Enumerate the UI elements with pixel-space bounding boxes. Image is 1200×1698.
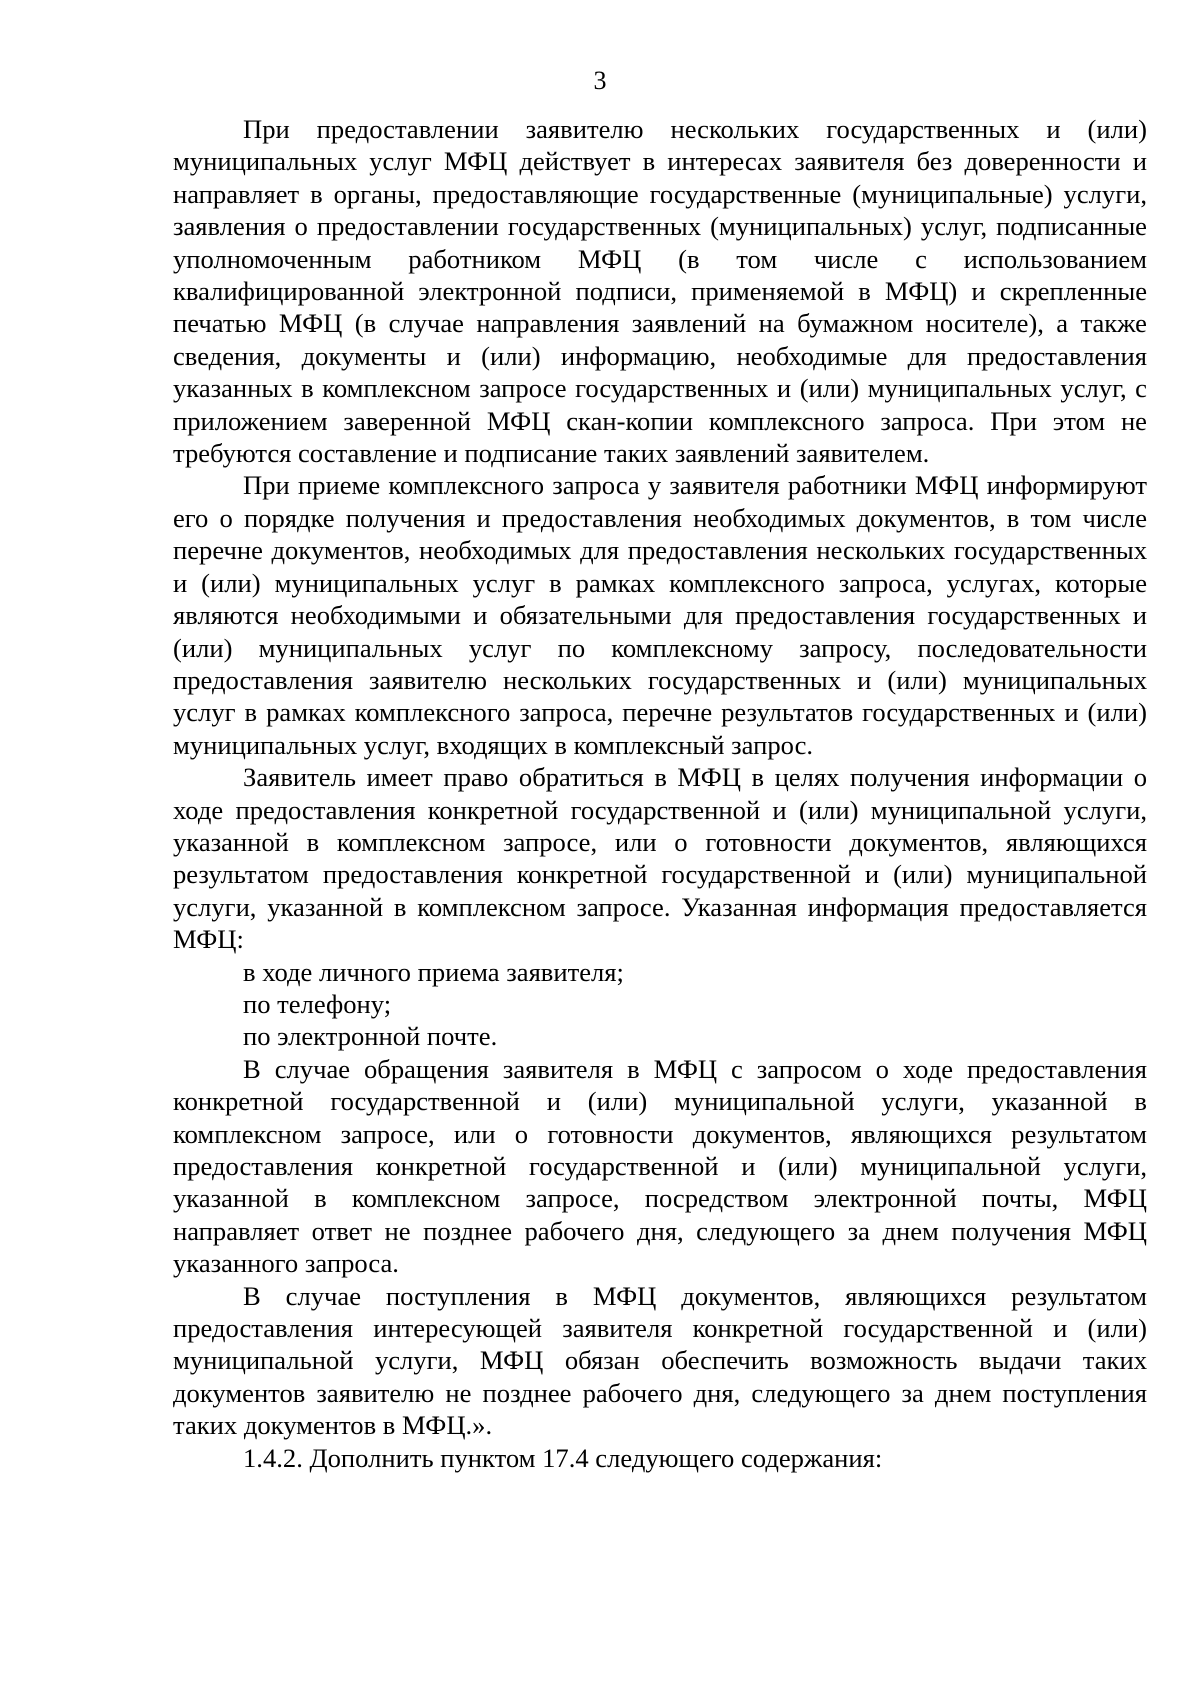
paragraph-document-issuance: В случае поступления в МФЦ документов, являющихся результатом предоставления интересующей заявителя конкретной государственной и (или) муниципальной услуги, МФЦ обязан обеспечить возможность выдачи таких документов заявителю не позднее рабочего дня, следующего за днем поступления таких документов в МФЦ.». [173,1280,1147,1441]
paragraph-amendment-17-4: 1.4.2. Дополнить пунктом 17.4 следующего содержания: [243,1442,883,1473]
page-number: 3 [593,66,607,95]
paragraph-mfc-submission: При предоставлении заявителю нескольких государственных и (или) муниципальных услуг МФЦ действует в интересах заявителя без доверенности и направляет в органы, предоставляющие государственные (муниципальные) услуги, заявления о предоставлении государственных (муниципальных) услуг, подписанные уполномоченным работником МФЦ (в том числе с использованием квалифицированной электронной подписи, применяемой в МФЦ) и скрепленные печатью МФЦ (в случае направления заявлений на бумажном носителе), а также сведения, документы и (или) информацию, необходимые для предоставления указанных в комплексном запросе государственных и (или) муниципальных услуг, с приложением заверенной МФЦ скан-копии комплексного запроса. При этом не требуются составление и подписание таких заявлений заявителем. [173,114,1147,469]
paragraph-complex-request-info: При приеме комплексного запроса у заявителя работники МФЦ информируют его о порядке получения и предоставления необходимых документов, в том числе перечне документов, необходимых для предоставления нескольких государственных и (или) муниципальных услуг в рамках комплексного запроса, услугах, которые являются необходимыми и обязательными для предоставления государственных и (или) муниципальных услуг по комплексному запросу, последовательности предоставления заявителю нескольких государственных и (или) муниципальных услуг в рамках комплексного запроса, перечне результатов государственных и (или) муниципальных услуг, входящих в комплексный запрос. [173,470,1147,760]
document-body [173,113,1147,1474]
paragraph-applicant-right: Заявитель имеет право обратиться в МФЦ в целях получения информации о ходе предоставления конкретной государственной и (или) муниципальной услуги, указанной в комплексном запросе, или о готовности документов, являющихся результатом предоставления конкретной государственной и (или) муниципальной услуги, указанной в комплексном запросе. Указанная информация предоставляется МФЦ: [173,762,1147,955]
list-item-email: по электронной почте. [243,1021,498,1052]
paragraph-email-response: В случае обращения заявителя в МФЦ с запросом о ходе предоставления конкретной государственной и (или) муниципальной услуги, указанной в комплексном запросе, или о готовности документов, являющихся результатом предоставления конкретной государственной и (или) муниципальной услуги, указанной в комплексном запросе, посредством электронной почты, МФЦ направляет ответ не позднее рабочего дня, следующего за днем получения МФЦ указанного запроса. [173,1053,1147,1279]
list-item-phone: по телефону; [243,988,392,1019]
list-item-personal-reception: в ходе личного приема заявителя; [243,956,624,987]
